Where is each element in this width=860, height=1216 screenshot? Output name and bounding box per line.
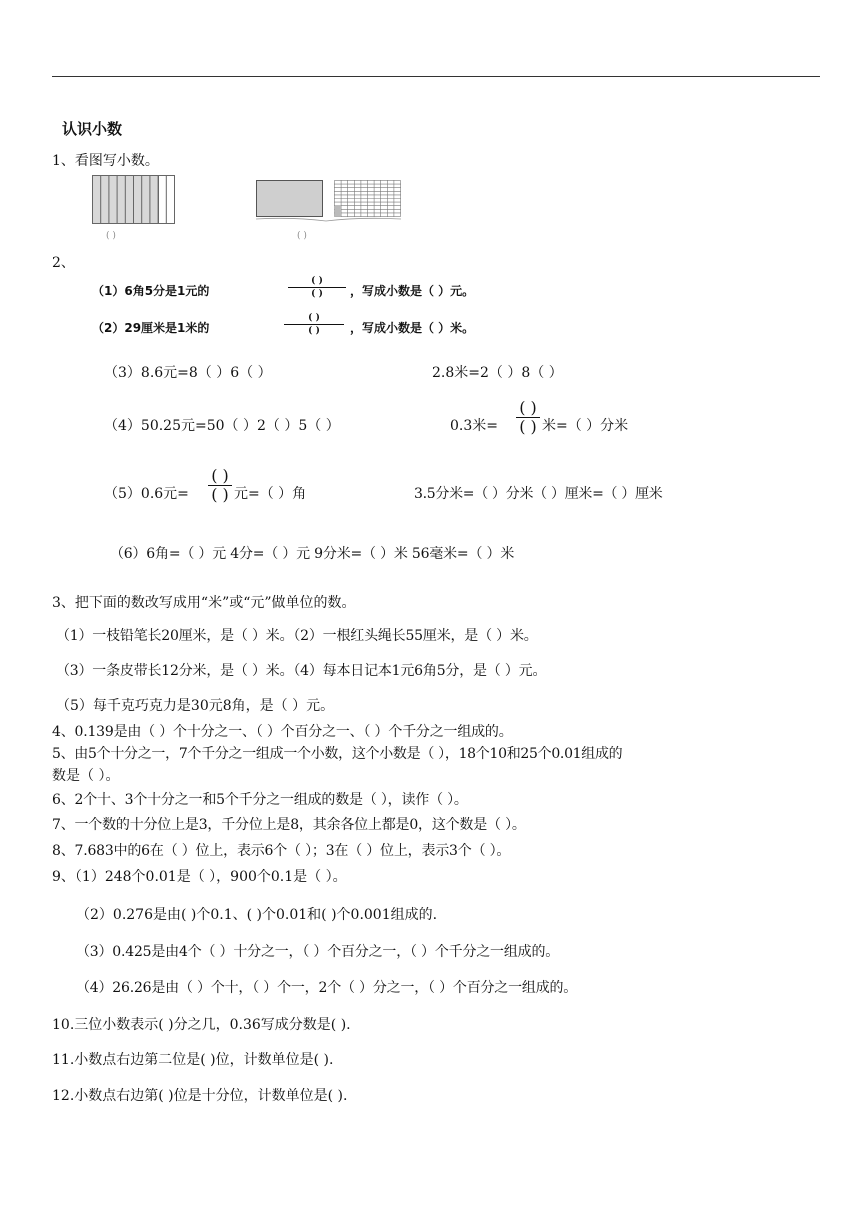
q1-caption-2: ( )	[297, 231, 307, 241]
q2-5-text-a: （5）0.6元=	[104, 486, 189, 502]
fraction-numerator: ( )	[308, 313, 320, 323]
q2-1-fraction	[288, 276, 346, 299]
fraction-denominator: ( )	[211, 485, 229, 504]
q9-line-2: （2）0.276是由( )个0.1、( )个0.01和( )个0.001组成的.	[76, 907, 438, 923]
q2-3-text-a: （3）8.6元=8（ ）6（ ）	[104, 365, 272, 381]
q2-4-text-b: 0.3米=	[450, 418, 498, 434]
q12-text: 12.小数点右边第( )位是十分位，计数单位是( ).	[52, 1088, 348, 1104]
q1-caption-1: ( )	[106, 231, 116, 241]
q9-line-4: （4）26.26是由（ ）个十，（ ）个一，2个（ ）分之一，（ ）个百分之一组成的。	[76, 980, 578, 996]
q8-text: 8、7.683中的6在（ ）位上，表示6个（ ）；3在（ ）位上，表示3个（ ）。	[52, 843, 511, 859]
fraction-numerator: ( )	[311, 276, 323, 286]
header-rule	[52, 76, 820, 77]
q2-label: 2、	[52, 255, 75, 271]
fraction-numerator: ( )	[211, 466, 229, 485]
q2-1-text-a: （1）6角5分是1元的	[92, 284, 210, 298]
q2-2-text-a: （2）29厘米是1米的	[92, 321, 210, 335]
q2-1-text-b: ，写成小数是（ ）元。	[350, 284, 475, 298]
q3-label: 3、把下面的数改写成用“米”或“元”做单位的数。	[52, 595, 356, 611]
page-title: 认识小数	[62, 120, 123, 138]
q2-5-fraction	[208, 468, 232, 503]
q3-line-3: （5）每千克巧克力是30元8角，是（ ）元。	[56, 698, 335, 714]
q9-line-1: 9、（1）248个0.01是（ ），900个0.1是（ ）。	[52, 869, 347, 885]
q2-5-text-c: 3.5分米=（ ）分米（ ）厘米=（ ）厘米	[414, 486, 663, 502]
fraction-numerator: ( )	[519, 398, 537, 417]
fraction-denominator: ( )	[308, 326, 320, 336]
q4-text: 4、0.139是由（ ）个十分之一、（ ）个百分之一、（ ）个千分之一组成的。	[52, 724, 513, 740]
q2-4-fraction	[516, 400, 540, 435]
fraction-denominator: ( )	[311, 289, 323, 299]
q2-2-text-b: ，写成小数是（ ）米。	[350, 321, 475, 335]
q5-text-line-1: 5、由5个十分之一，7个千分之一组成一个小数，这个小数是（ ），18个10和25个0.01组成的	[52, 746, 623, 762]
q1-label: 1、看图写小数。	[52, 153, 159, 169]
decimal-grid-figure	[256, 180, 402, 222]
q2-3-text-b: 2.8米=2（ ）8（ ）	[432, 365, 563, 381]
q11-text: 11.小数点右边第二位是( )位，计数单位是( ).	[52, 1052, 334, 1068]
q3-line-1: （1）一枝铅笔长20厘米，是（ ）米。（2）一根红头绳长55厘米，是（ ）米。	[56, 628, 538, 644]
q2-2-fraction	[284, 313, 344, 336]
decimal-strip-figure	[92, 175, 178, 225]
q5-text-line-2: 数是（ ）。	[52, 768, 120, 784]
q2-4-text-a: （4）50.25元=50（ ）2（ ）5（ ）	[104, 418, 340, 434]
q6-text: 6、2个十、3个十分之一和5个千分之一组成的数是（ ），读作（ ）。	[52, 792, 468, 808]
q7-text: 7、一个数的十分位上是3，千分位上是8，其余各位上都是0，这个数是（ ）。	[52, 817, 526, 833]
q9-line-3: （3）0.425是由4个（ ）十分之一，（ ）个百分之一，（ ）个千分之一组成的。	[76, 944, 560, 960]
q2-5-text-b: 元=（ ）角	[234, 486, 307, 502]
q3-line-2: （3）一条皮带长12分米，是（ ）米。（4）每本日记本1元6角5分，是（ ）元。	[56, 663, 547, 679]
q2-4-text-c: 米=（ ）分米	[542, 418, 629, 434]
fraction-denominator: ( )	[519, 417, 537, 436]
q10-text: 10.三位小数表示( )分之几，0.36写成分数是( ).	[52, 1017, 351, 1033]
q2-6-text: （6）6角=（ ）元 4分=（ ）元 9分米=（ ）米 56毫米=（ ）米	[110, 546, 515, 562]
